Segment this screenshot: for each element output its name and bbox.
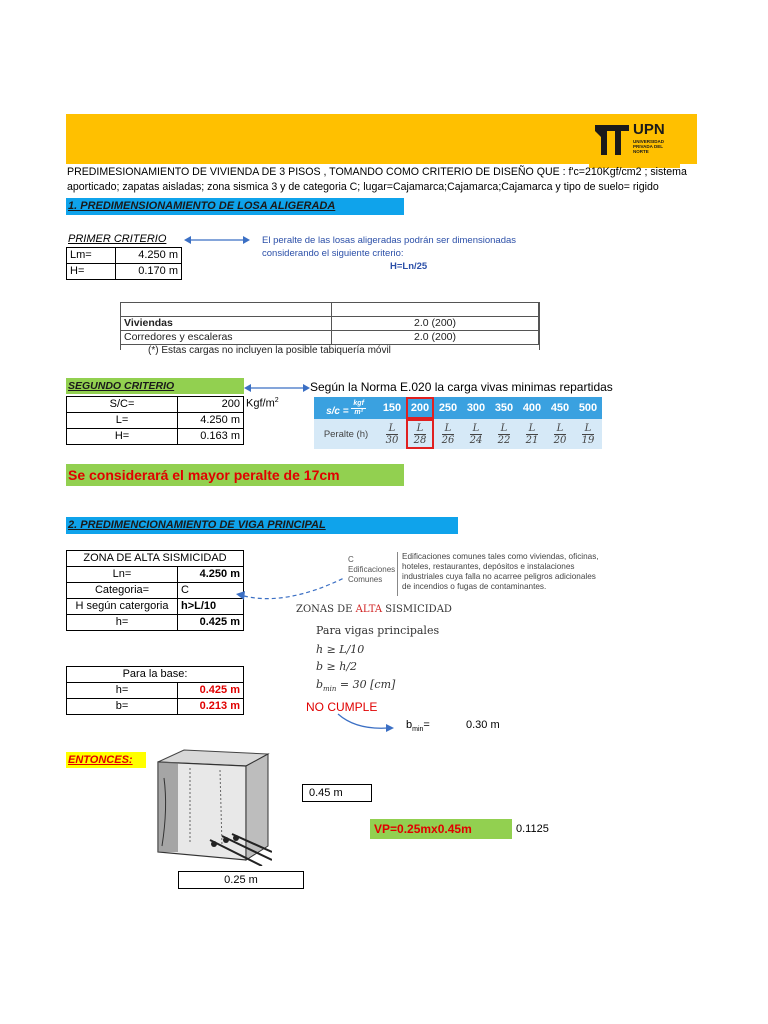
frac-den: 22	[497, 434, 511, 446]
beam-height-box: 0.45 m	[302, 784, 372, 802]
peralte-cell-selected	[406, 419, 434, 449]
curved-arrow-icon	[336, 712, 396, 734]
zona-formula-sub: Para vigas principales	[316, 624, 440, 637]
table-row	[67, 551, 244, 567]
load-table	[120, 302, 539, 345]
peralte-cell	[574, 419, 602, 449]
cell-value: 0.170 m	[116, 264, 182, 280]
table-row	[67, 583, 244, 599]
cell-label: h=	[67, 615, 178, 631]
frac-num: L	[554, 423, 567, 435]
zona-table-header: ZONA DE ALTA SISMICIDAD	[67, 551, 244, 567]
sc-value: 400	[518, 397, 546, 419]
cell-label: H=	[67, 429, 178, 445]
table-row	[67, 567, 244, 583]
cell-label: H=	[67, 264, 116, 280]
zona-formula-title	[296, 604, 452, 615]
base-table	[66, 666, 244, 715]
sc-label-cell	[314, 397, 378, 419]
vp-result: VP=0.25mx0.45m	[370, 819, 512, 839]
sc-unit-exponent: 2	[274, 397, 279, 404]
load-table-footnote: (*) Estas cargas no incluyen la posible tabiquería móvil	[148, 345, 391, 356]
frac-den: 28	[413, 434, 427, 446]
sc-unit	[246, 397, 279, 410]
cell-value: C	[178, 583, 244, 599]
cell-label: H según catergoria	[67, 599, 178, 615]
sc-peralte-table	[314, 397, 602, 449]
table-row	[121, 331, 539, 345]
frac-den: 20	[553, 434, 567, 446]
section1-title: 1. PREDIMENSIONAMIENTO DE LOSA ALIGERADA	[66, 198, 404, 215]
table-row	[121, 317, 539, 331]
table-row	[67, 683, 244, 699]
table-row	[67, 248, 182, 264]
frac-den: 21	[525, 434, 539, 446]
primer-criterio-table	[66, 247, 182, 280]
peralte-cell	[518, 419, 546, 449]
cell-value: 0.213 m	[178, 699, 244, 715]
cell-label: b=	[67, 699, 178, 715]
sc-value: 300	[462, 397, 490, 419]
f3-rest: = 30 [cm]	[336, 678, 396, 691]
cell-value: 200	[178, 397, 244, 413]
norma-text: Según la Norma E.020 la carga vivas minimas repartidas	[310, 380, 613, 394]
sc-value: 500	[574, 397, 602, 419]
zona-formula-1: h ≥ L/10	[316, 643, 365, 656]
table-row	[314, 419, 602, 449]
sc-value-selected: 200	[406, 397, 434, 419]
table-row	[67, 264, 182, 280]
category-line1: Edificaciones	[348, 565, 396, 574]
frac-num: L	[498, 423, 511, 435]
arrow-connector-icon	[184, 233, 250, 247]
frac-num: L	[442, 423, 455, 435]
cell-label: h=	[67, 683, 178, 699]
table-row	[67, 599, 244, 615]
frac-den: 26	[441, 434, 455, 446]
category-letter: C	[348, 555, 354, 564]
frac-num: L	[414, 423, 427, 435]
category-line2: Comunes	[348, 575, 383, 584]
sc-value: 250	[434, 397, 462, 419]
upn-logo	[589, 115, 680, 168]
cell-value: 0.425 m	[178, 615, 244, 631]
category-c-label	[348, 555, 396, 585]
f3-sub: min	[323, 685, 337, 694]
zona-title-alta: ALTA	[355, 604, 383, 615]
sc-label: s/c =	[326, 405, 349, 417]
logo-text: UPN	[633, 121, 665, 138]
table-row	[67, 413, 244, 429]
peralte-cell	[434, 419, 462, 449]
primer-criterio-formula: H=Ln/25	[390, 261, 428, 272]
cell-value: h>L/10	[178, 599, 244, 615]
peralte-cell	[490, 419, 518, 449]
cell-label: L=	[67, 413, 178, 429]
arrow-connector-icon	[244, 381, 310, 395]
bmin-value: 0.30 m	[466, 719, 500, 731]
base-table-header: Para la base:	[67, 667, 244, 683]
bmin-label	[406, 719, 430, 733]
segundo-criterio-table	[66, 396, 244, 445]
beam-width-box: 0.25 m	[178, 871, 304, 889]
sc-value: 350	[490, 397, 518, 419]
sc-unit-fraction	[351, 400, 366, 417]
sc-value: 150	[378, 397, 406, 419]
cell-label: Lm=	[67, 248, 116, 264]
sc-value: 450	[546, 397, 574, 419]
primer-criterio-note: El peralte de las losas aligeradas podrán ser dimensionadas considerando el siguiente criterio:	[262, 235, 517, 259]
table-row	[314, 397, 602, 419]
cell-value: 4.250 m	[178, 413, 244, 429]
sc-unit-text: Kgf/m	[246, 397, 275, 410]
upn-logo-icon	[593, 123, 631, 157]
frac-num: L	[386, 423, 399, 435]
peralte-label: Peralte (h)	[314, 419, 378, 449]
zona-formula-2: b ≥ h/2	[316, 660, 358, 673]
table-row	[67, 699, 244, 715]
table-row	[67, 429, 244, 445]
table-row	[67, 667, 244, 683]
bmin-sub: min	[412, 726, 424, 734]
table-row	[67, 615, 244, 631]
segundo-criterio-label: SEGUNDO CRITERIO	[66, 378, 244, 394]
zona-title-pre: ZONAS DE	[296, 604, 356, 615]
bmin-b: b	[406, 719, 413, 731]
zona-formula-3	[316, 678, 395, 693]
cell-label: Viviendas	[121, 317, 332, 331]
cell-value: 2.0 (200)	[332, 331, 539, 345]
frac-num: L	[526, 423, 539, 435]
beam-section-icon	[150, 748, 272, 866]
frac-den: 30	[385, 434, 399, 446]
category-c-description: Edificaciones comunes tales como viviendas, oficinas, hoteles, restaurantes, depósitos e instalaciones industriales cuya falla no acarree peligros adicionales de incendios o fugas de contaminantes.	[397, 552, 602, 596]
cell-label: Corredores y escaleras	[121, 331, 332, 345]
cell-label: Ln=	[67, 567, 178, 583]
no-cumple-label: NO CUMPLE	[306, 700, 378, 714]
frac-num: L	[582, 423, 595, 435]
table-row	[67, 397, 244, 413]
vp-area: 0.1125	[516, 823, 549, 835]
entonces-label: ENTONCES:	[66, 752, 146, 768]
table-row	[121, 303, 539, 317]
cell-value: 4.250 m	[116, 248, 182, 264]
f3-b: b	[316, 678, 324, 691]
logo-subtitle: UNIVERSIDAD PRIVADA DEL NORTE	[633, 139, 665, 154]
conclusion-banner: Se considerará el mayor peralte de 17cm	[66, 464, 404, 486]
cell-label: S/C=	[67, 397, 178, 413]
frac-num: L	[470, 423, 483, 435]
zona-title-post: SISMICIDAD	[382, 604, 452, 615]
peralte-cell	[378, 419, 406, 449]
zona-table	[66, 550, 244, 631]
intro-text: PREDIMESIONAMIENTO DE VIVIENDA DE 3 PISOS , TOMANDO COMO CRITERIO DE DISEÑO QUE : f'c=210Kgf/cm2 ; sistema aporticado; zapatas aisladas; zona sismica 3 y de categoria C; lugar=Cajamarca;Cajamarca;Cajamarca y tipo de suelo= rigido	[67, 166, 687, 193]
sc-unit-num: kgf	[353, 399, 364, 407]
cell-value: 0.163 m	[178, 429, 244, 445]
section2-title: 2. PREDIMENCIONAMIENTO DE VIGA PRINCIPAL	[66, 517, 458, 534]
frac-den: 19	[581, 434, 595, 446]
cell-label: Categoria=	[67, 583, 178, 599]
cell-value: 0.425 m	[178, 683, 244, 699]
cell-value: 2.0 (200)	[332, 317, 539, 331]
primer-criterio-label: PRIMER CRITERIO	[68, 233, 167, 245]
cell-value: 4.250 m	[178, 567, 244, 583]
bmin-eq: =	[423, 719, 430, 731]
peralte-cell	[462, 419, 490, 449]
sc-unit-den: m²	[354, 408, 363, 416]
frac-den: 24	[469, 434, 483, 446]
peralte-cell	[546, 419, 574, 449]
